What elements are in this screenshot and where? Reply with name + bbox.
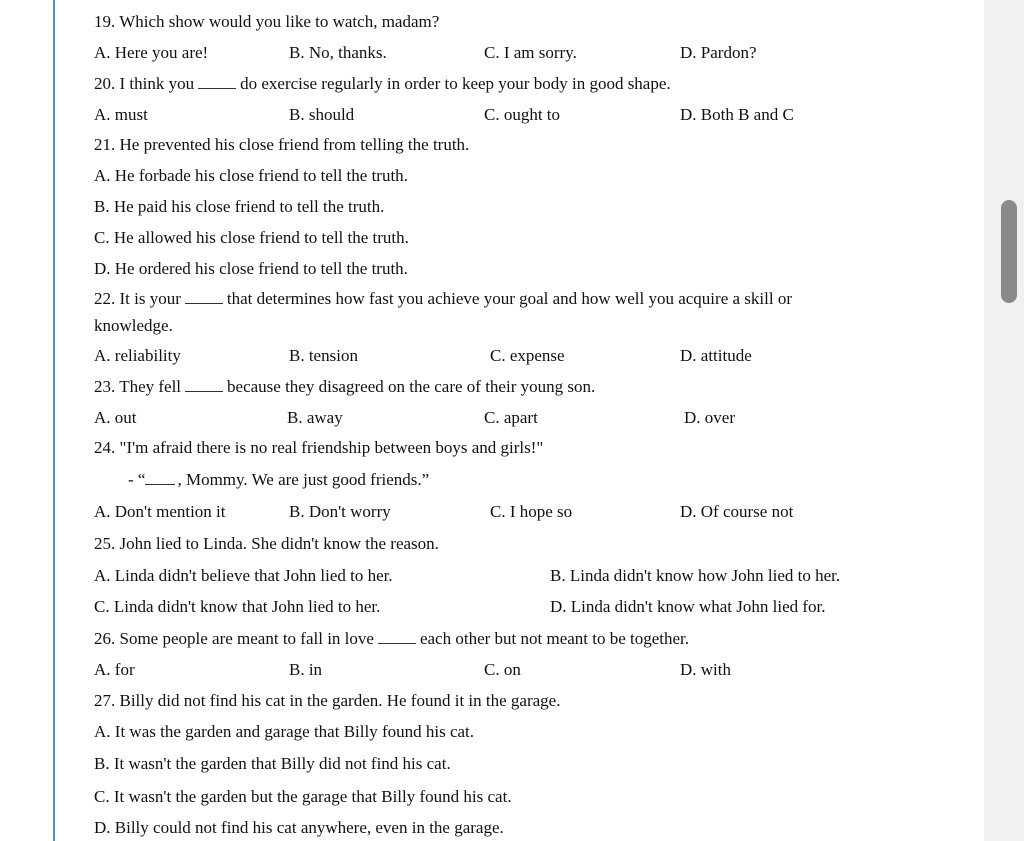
q22-stem-pre: 22. It is your: [94, 289, 181, 308]
scrollbar-thumb[interactable]: [1001, 200, 1017, 303]
q26-option-a: A. for: [94, 660, 135, 679]
q23-blank: [185, 377, 223, 392]
q22-option-b: B. tension: [289, 346, 358, 365]
q21-option-b: B. He paid his close friend to tell the truth.: [94, 197, 385, 216]
q25-option-a: A. Linda didn't believe that John lied to her.: [94, 566, 393, 585]
q22-blank: [185, 289, 223, 304]
q25-option-d: D. Linda didn't know what John lied for.: [550, 597, 826, 616]
question-22-stem: [94, 289, 792, 309]
q24-option-c: C. I hope so: [490, 502, 573, 521]
q22-option-c: C. expense: [490, 346, 565, 365]
q24-option-d: D. Of course not: [680, 502, 794, 521]
q27-option-a: A. It was the garden and garage that Billy found his cat.: [94, 722, 475, 741]
q19-option-c: C. I am sorry.: [484, 43, 577, 62]
question-22-stem-line2: knowledge.: [94, 316, 173, 335]
q21-option-c: C. He allowed his close friend to tell the truth.: [94, 228, 409, 247]
q27-option-d: D. Billy could not find his cat anywhere, even in the garage.: [94, 818, 504, 837]
q26-stem-post: each other but not meant to be together.: [419, 629, 690, 648]
q22-option-d: D. attitude: [680, 346, 752, 365]
q23-option-d: D. over: [684, 408, 735, 427]
q23-option-b: B. away: [287, 408, 343, 427]
q23-option-c: C. apart: [484, 408, 538, 427]
question-25-stem: 25. John lied to Linda. She didn't know the reason.: [94, 534, 439, 553]
q27-option-c: C. It wasn't the garden but the garage that Billy found his cat.: [94, 787, 512, 806]
q27-option-b: B. It wasn't the garden that Billy did not find his cat.: [94, 754, 451, 773]
question-26-stem: [94, 629, 689, 649]
q20-option-d: D. Both B and C: [680, 105, 794, 124]
q19-option-d: D. Pardon?: [680, 43, 757, 62]
question-23-stem: [94, 377, 595, 397]
q24-blank: [145, 470, 175, 485]
question-19-stem: 19. Which show would you like to watch, madam?: [94, 12, 440, 31]
question-27-stem: 27. Billy did not find his cat in the garden. He found it in the garage.: [94, 691, 561, 710]
q20-blank: [198, 74, 236, 89]
q20-stem-post: do exercise regularly in order to keep your body in good shape.: [240, 74, 671, 93]
q26-stem-pre: 26. Some people are meant to fall in love: [94, 629, 374, 648]
q21-option-a: A. He forbade his close friend to tell the truth.: [94, 166, 408, 185]
q26-blank: [378, 629, 416, 644]
q23-stem-post: because they disagreed on the care of their young son.: [227, 377, 596, 396]
question-20-stem: [94, 74, 671, 94]
q22-option-a: A. reliability: [94, 346, 181, 365]
q24-reply-pre: - “: [128, 470, 146, 489]
left-margin-rule: [53, 0, 55, 841]
question-21-stem: 21. He prevented his close friend from telling the truth.: [94, 135, 470, 154]
q21-option-d: D. He ordered his close friend to tell the truth.: [94, 259, 408, 278]
question-24-reply: [128, 470, 429, 490]
q19-option-b: B. No, thanks.: [289, 43, 387, 62]
q24-option-b: B. Don't worry: [289, 502, 391, 521]
q22-stem-post: that determines how fast you achieve your goal and how well you acquire a skill or: [226, 289, 792, 308]
q20-stem-pre: 20. I think you: [94, 74, 195, 93]
q19-option-a: A. Here you are!: [94, 43, 209, 62]
q23-stem-pre: 23. They fell: [94, 377, 182, 396]
q24-option-a: A. Don't mention it: [94, 502, 226, 521]
q25-option-c: C. Linda didn't know that John lied to her.: [94, 597, 381, 616]
q26-option-c: C. on: [484, 660, 521, 679]
q26-option-d: D. with: [680, 660, 731, 679]
scrollbar-track[interactable]: [984, 0, 1024, 841]
q25-option-b: B. Linda didn't know how John lied to her.: [550, 566, 841, 585]
q24-reply-post: , Mommy. We are just good friends.”: [177, 470, 430, 489]
q23-option-a: A. out: [94, 408, 137, 427]
q26-option-b: B. in: [289, 660, 323, 679]
q20-option-b: B. should: [289, 105, 355, 124]
question-24-stem: 24. "I'm afraid there is no real friendship between boys and girls!": [94, 438, 544, 457]
q20-option-c: C. ought to: [484, 105, 561, 124]
q20-option-a: A. must: [94, 105, 148, 124]
